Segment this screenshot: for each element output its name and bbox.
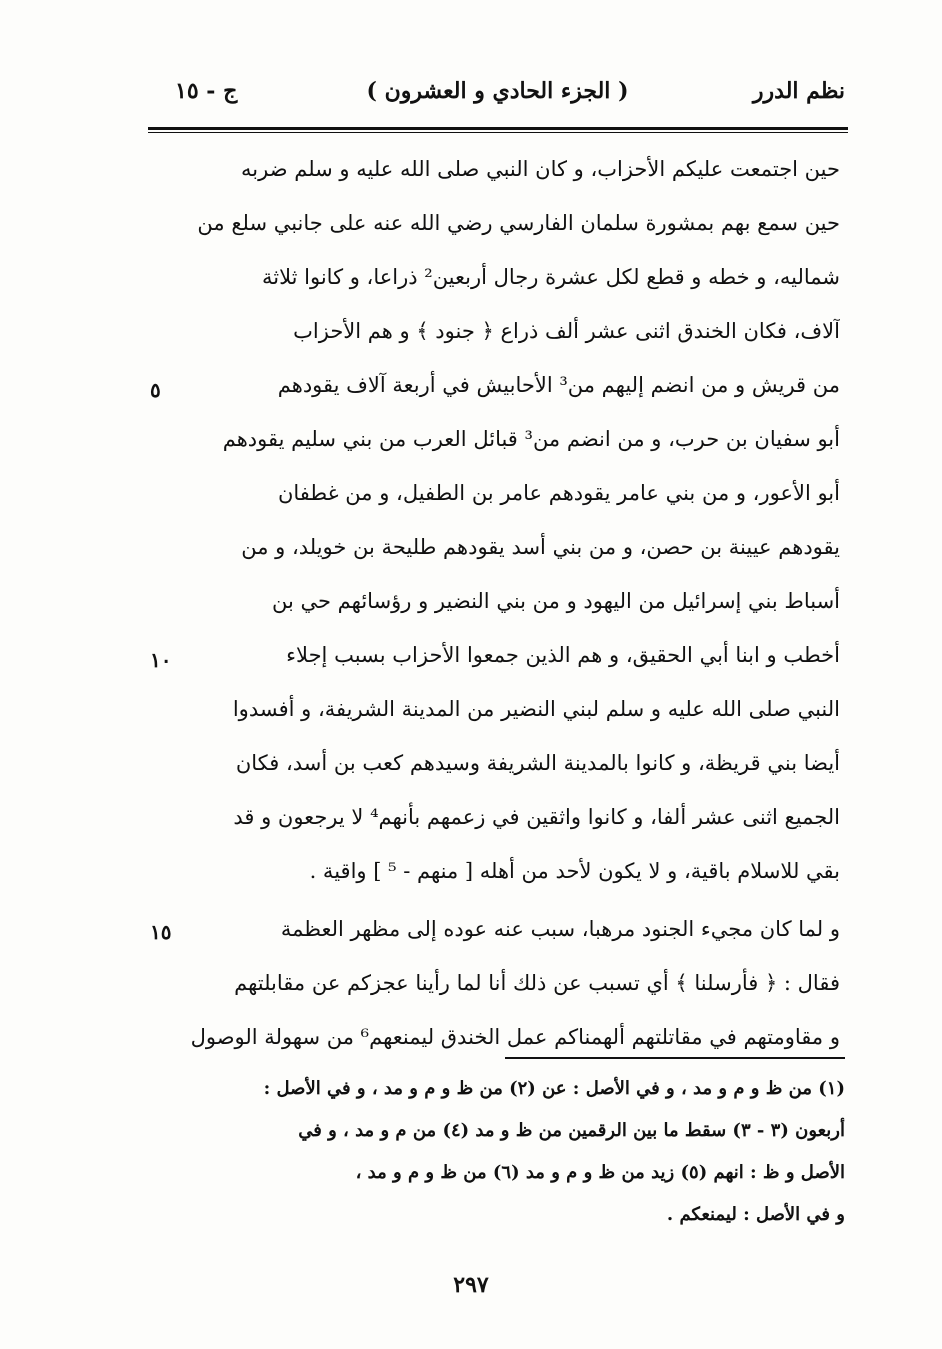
header-book-title: نظم الدرر [752,78,845,104]
running-header [150,70,845,120]
footnote-line: و في الأصل : ليمنعكم . [666,1204,845,1225]
text-line: من قريش و من انضم إليهم من³ الأحابيش في أربعة آلاف يقودهم [277,373,840,397]
text-line: و مقاومتهم في مقاتلتهم ألهمناكم عمل الخندق ليمنعهم⁶ من سهولة الوصول [190,1025,840,1049]
text-line: أبو الأعور، و من بني عامر يقودهم عامر بن الطفيل، و من غطفان [277,481,840,505]
text-line: بقي للاسلام باقية، و لا يكون لأحد من أهله [ منهم - ⁵ ] واقية . [309,859,840,883]
main-text [185,142,840,1064]
line-number-10: ١٠ [150,648,172,672]
footnote-line: الأصل و ظ : انهم (٥) زيد من ظ و م و مد (٦) من ظ و م و مد ، [355,1162,845,1183]
footnote-rule [505,1057,845,1059]
text-line: الجميع اثنى عشر ألفا، و كانوا واثقين في زعمهم بأنهم⁴ لا يرجعون و قد [233,805,840,829]
text-line: حين اجتمعت عليكم الأحزاب، و كان النبي صلى الله عليه و سلم ضربه [241,157,840,181]
line-number-5: ٥ [150,378,161,402]
header-rule [148,127,848,133]
text-line: آلاف، فكان الخندق اثنى عشر ألف ذراع ﴿ جنود ﴾ و هم الأحزاب [293,319,840,343]
line-number-15: ١٥ [150,920,172,944]
text-line: أسباط بني إسرائيل من اليهود و من بني النضير و رؤسائهم حي بن [272,589,840,613]
text-line: النبي صلى الله عليه و سلم لبني النضير من المدينة الشريفة، و أفسدوا [232,697,840,721]
text-line: أيضا بني قريظة، و كانوا بالمدينة الشريفة وسيدهم كعب بن أسد، فكان [235,751,840,775]
text-line: و لما كان مجيء الجنود مرهبا، سبب عنه عوده إلى مظهر العظمة [280,917,840,941]
text-line: أخطب و ابنا أبي الحقيق، و هم الذين جمعوا الأحزاب بسبب إجلاء [286,643,840,667]
text-line: حين سمع بهم بمشورة سلمان الفارسي رضي الله عنه على جانبي سلع من [197,211,840,235]
text-line: فقال : ﴿ فأرسلنا ﴾ أي تسبب عن ذلك أنا لما رأينا عجزكم عن مقابلتهم [234,971,840,995]
text-line: أبو سفيان بن حرب، و من انضم من³ قبائل العرب من بني سليم يقودهم [222,427,840,451]
header-volume: ج - ١٥ [175,78,238,104]
header-part-title: ( الجزء الحادي و العشرون ) [366,78,629,104]
page-number: ٢٩٧ [453,1272,489,1298]
text-line: يقودهم عيينة بن حصن، و من بني أسد يقودهم طليحة بن خويلد، و من [241,535,840,559]
footnotes [180,1068,845,1236]
footnote-line: أربعون (٣ - ٣) سقط ما بين الرقمين من ظ و مد (٤) من م و مد ، و في [298,1120,845,1141]
footnote-line: (١) من ظ و م و مد ، و في الأصل : عن (٢) من ظ و م و مد ، و في الأصل : [263,1078,845,1099]
text-line: شماليه، و خطه و قطع لكل عشرة رجال أربعين² ذراعا، و كانوا ثلاثة [261,265,840,289]
